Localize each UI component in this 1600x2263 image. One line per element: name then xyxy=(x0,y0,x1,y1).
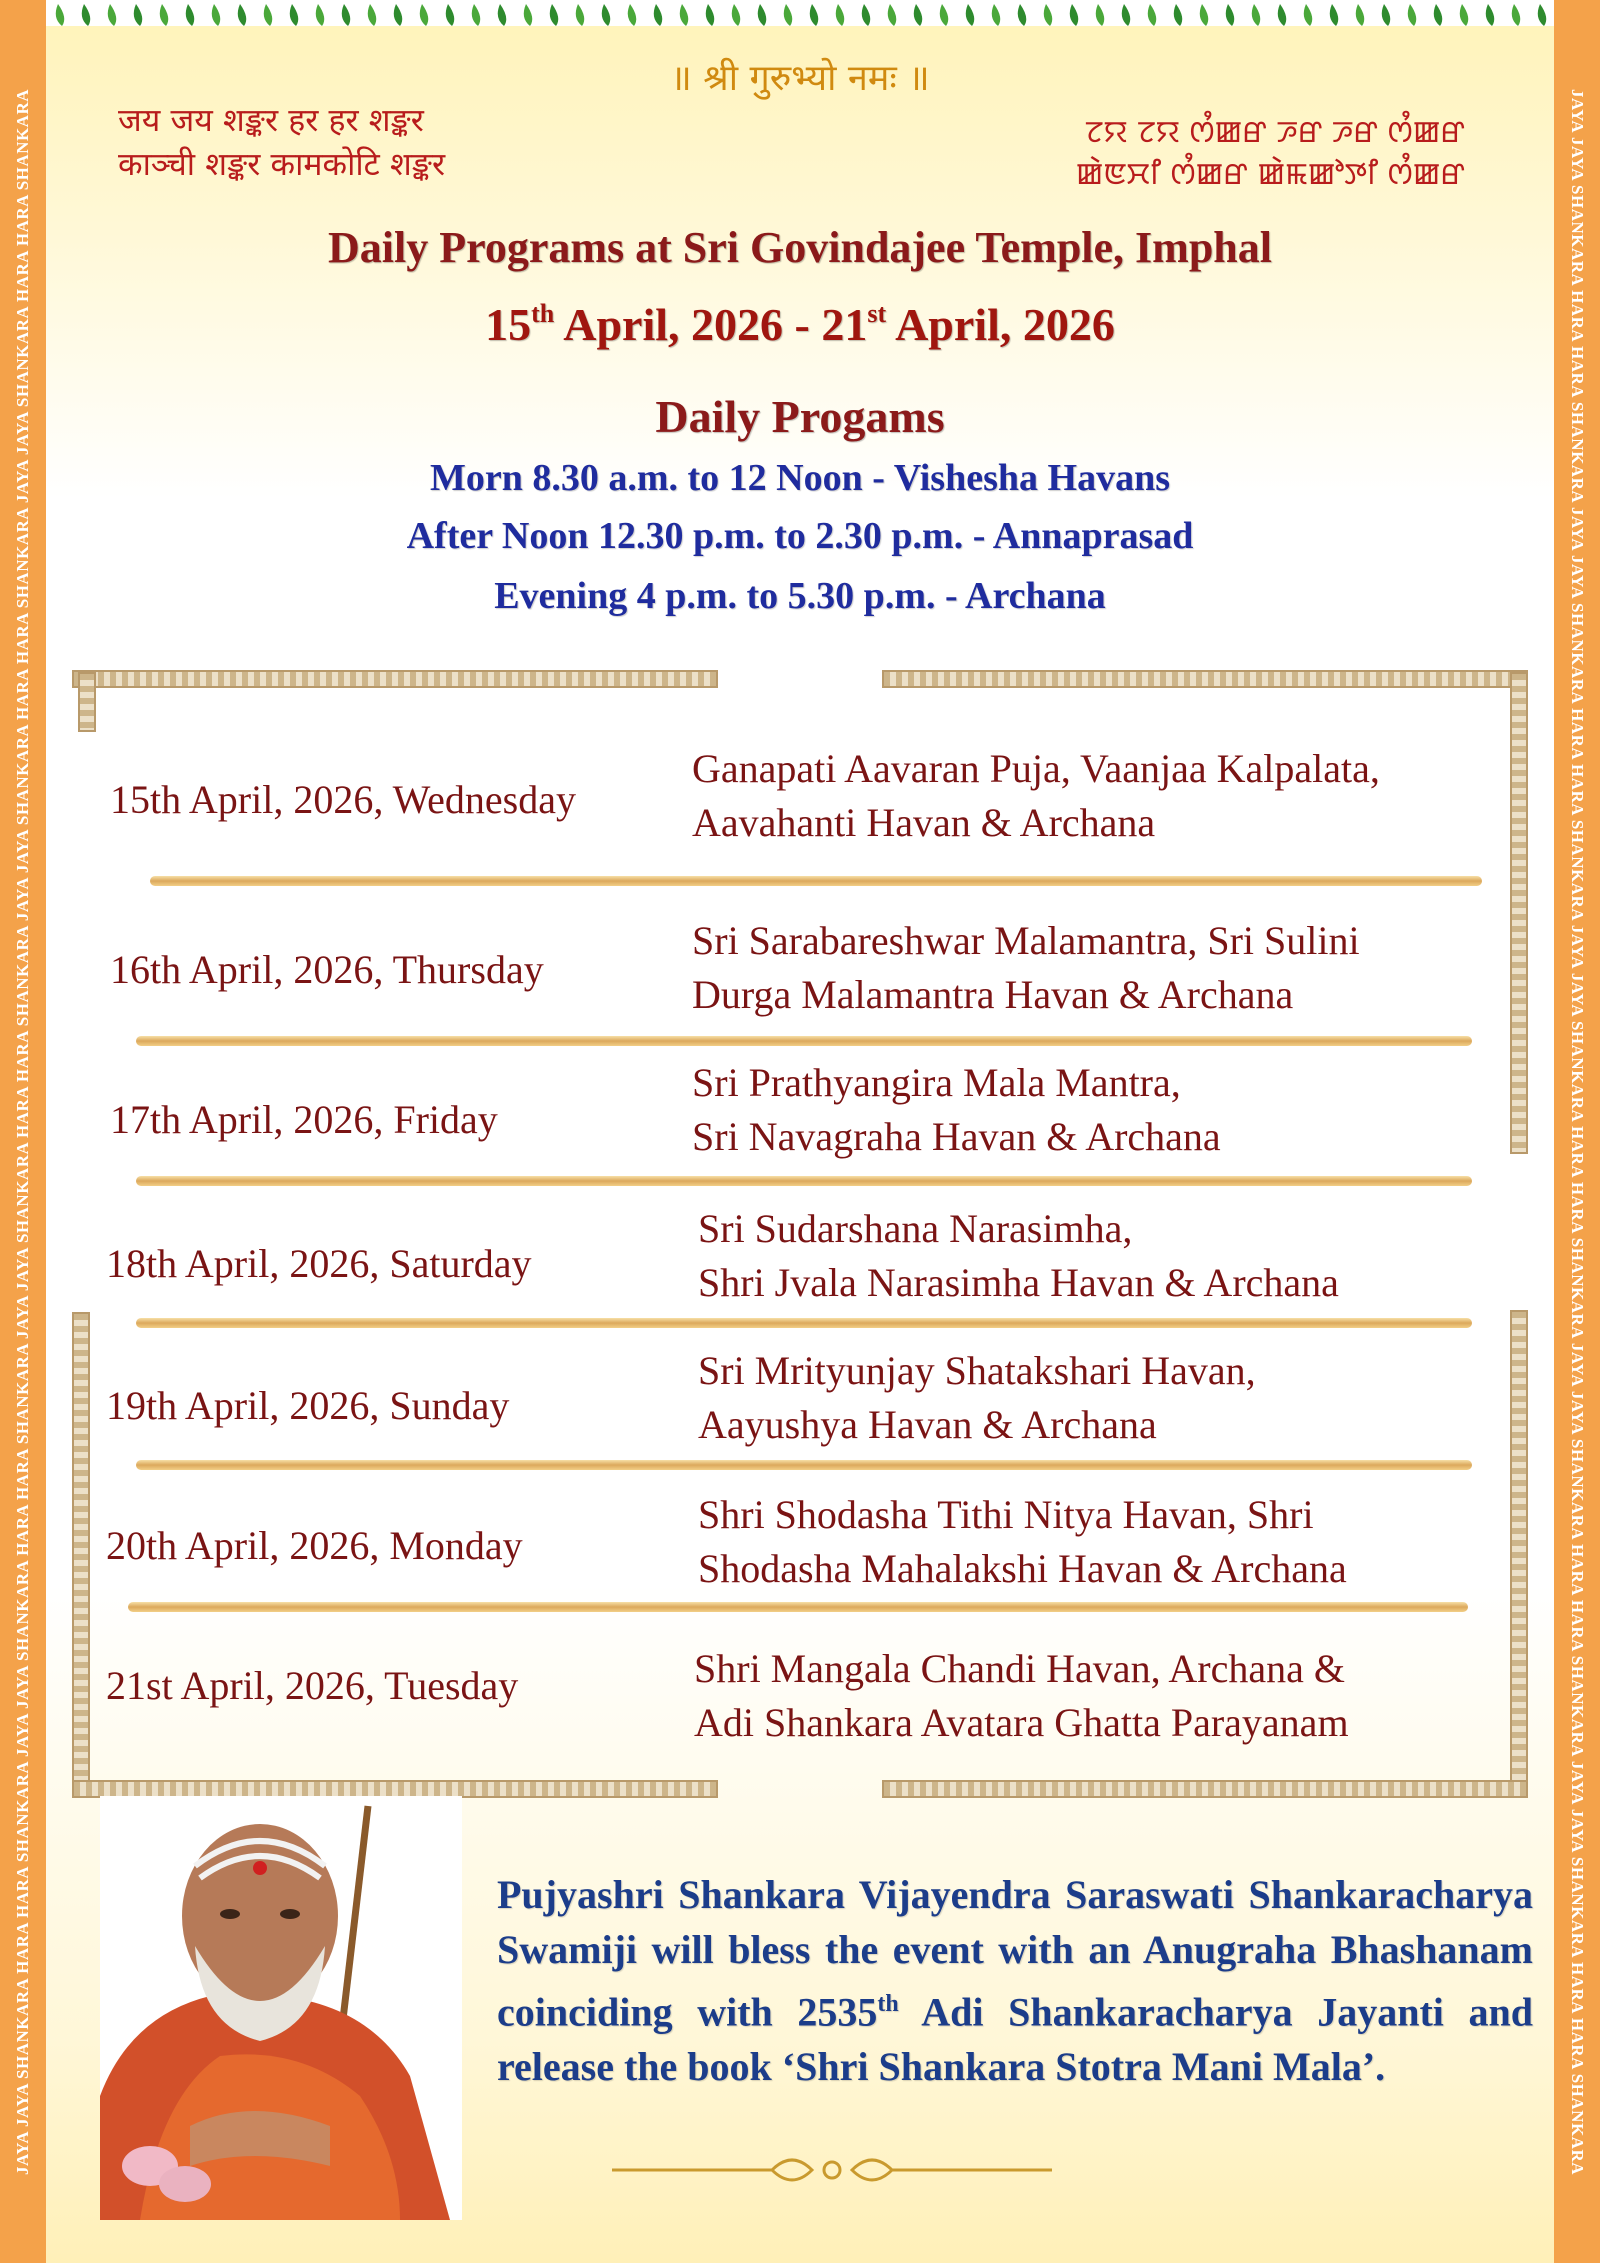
row-description: Sri Sarabareshwar Malamantra, Sri Sulini Durga Malamantra Havan & Archana xyxy=(692,918,1360,1017)
frame-left-upper xyxy=(78,672,96,732)
hindi-verse-line-2: काञ्ची शङ्कर कामकोटि शङ्कर xyxy=(118,145,446,183)
row-date: 20th April, 2026, Monday xyxy=(106,1523,523,1568)
row-date: 18th April, 2026, Saturday xyxy=(106,1241,532,1286)
hindi-verse-line-1: जय जय शङ्कर हर हर शङ्कर xyxy=(118,101,424,139)
row-description: Sri Prathyangira Mala Mantra, Sri Navagraha Havan & Archana xyxy=(692,1060,1221,1159)
frame-bottom-right xyxy=(882,1780,1528,1798)
row-divider xyxy=(136,1318,1472,1328)
right-border-text: JAYA JAYA SHANKARA HARA HARA SHANKARA JAYA JAYA SHANKARA HARA HARA SHANKARA JAYA JAYA SHANKARA HARA HARA SHANKARA JAYA JAYA SHANKARA HARA HARA SHANKARA JAYA JAYA SHANKARA HARA HARA SHANKARA xyxy=(1568,88,1588,2175)
row-date: 15th April, 2026, Wednesday xyxy=(110,777,576,822)
date-range: 15th April, 2026 - 21st April, 2026 xyxy=(485,299,1115,350)
meetei-verse xyxy=(1076,112,1465,196)
row-divider xyxy=(136,1176,1472,1186)
program-line-morning: Morn 8.30 a.m. to 12 Noon - Vishesha Havans xyxy=(430,457,1170,499)
row-date: 16th April, 2026, Thursday xyxy=(110,947,544,992)
row-divider xyxy=(136,1460,1472,1470)
program-line-evening: Evening 4 p.m. to 5.30 p.m. - Archana xyxy=(494,575,1106,617)
flourish-ornament xyxy=(612,2150,1052,2190)
row-divider xyxy=(136,1036,1472,1046)
row-description: Shri Mangala Chandi Havan, Archana & Adi Shankara Avatara Ghatta Parayanam xyxy=(694,1646,1349,1745)
row-date: 17th April, 2026, Friday xyxy=(110,1097,498,1142)
blessing-paragraph: Pujyashri Shankara Vijayendra Saraswati Shankaracharya Swamiji will bless the event with an Anugraha Bhashanam coinciding with 2535th Adi Shankaracharya Jayanti and release the book ‘Shri Shankara Stotra Mani Mala’. xyxy=(497,1872,1533,2090)
frame-right-lower xyxy=(1510,1310,1528,1796)
frame-top-left xyxy=(72,670,718,688)
row-divider xyxy=(128,1602,1468,1612)
swamiji-portrait xyxy=(100,1796,462,2220)
row-date: 19th April, 2026, Sunday xyxy=(106,1383,510,1428)
meetei-verse-line-1: ꯖꯌ ꯖꯌ ꯁꯪꯀꯔ ꯍꯔ ꯍꯔ ꯁꯪꯀꯔ xyxy=(1085,115,1465,150)
row-description: Ganapati Aavaran Puja, Vaanjaa Kalpalata, Aavahanti Havan & Archana xyxy=(692,746,1380,845)
row-description: Sri Sudarshana Narasimha, Shri Jvala Narasimha Havan & Archana xyxy=(698,1206,1339,1305)
daily-programs-heading: Daily Progams xyxy=(655,391,945,442)
row-description: Sri Mrityunjay Shatakshari Havan, Aayushya Havan & Archana xyxy=(698,1348,1256,1447)
page-title: Daily Programs at Sri Govindajee Temple, Imphal xyxy=(328,223,1272,272)
frame-right-upper xyxy=(1510,672,1528,1154)
frame-left-lower xyxy=(72,1312,90,1796)
left-border-text: JAYA JAYA SHANKARA HARA HARA SHANKARA JAYA JAYA SHANKARA HARA HARA SHANKARA JAYA JAYA SHANKARA HARA HARA SHANKARA JAYA JAYA SHANKARA HARA HARA SHANKARA JAYA JAYA SHANKARA HARA HARA SHANKARA xyxy=(13,88,33,2175)
frame-top-right xyxy=(882,670,1528,688)
row-description: Shri Shodasha Tithi Nitya Havan, Shri Shodasha Mahalakshi Havan & Archana xyxy=(698,1492,1347,1591)
guru-mantra: ॥ श्री गुरुभ्यो नमः ॥ xyxy=(670,58,930,99)
leaf-garland xyxy=(0,0,1600,26)
hindi-verse xyxy=(118,98,445,186)
row-date: 21st April, 2026, Tuesday xyxy=(106,1663,519,1708)
meetei-verse-line-2: ꯀꯥꯟꯆꯤ ꯁꯪꯀꯔ ꯀꯥꯃꯀꯣꯇꯤ ꯁꯪꯀꯔ xyxy=(1075,157,1465,192)
program-line-afternoon: After Noon 12.30 p.m. to 2.30 p.m. - Annaprasad xyxy=(406,515,1194,557)
row-divider xyxy=(150,876,1482,886)
